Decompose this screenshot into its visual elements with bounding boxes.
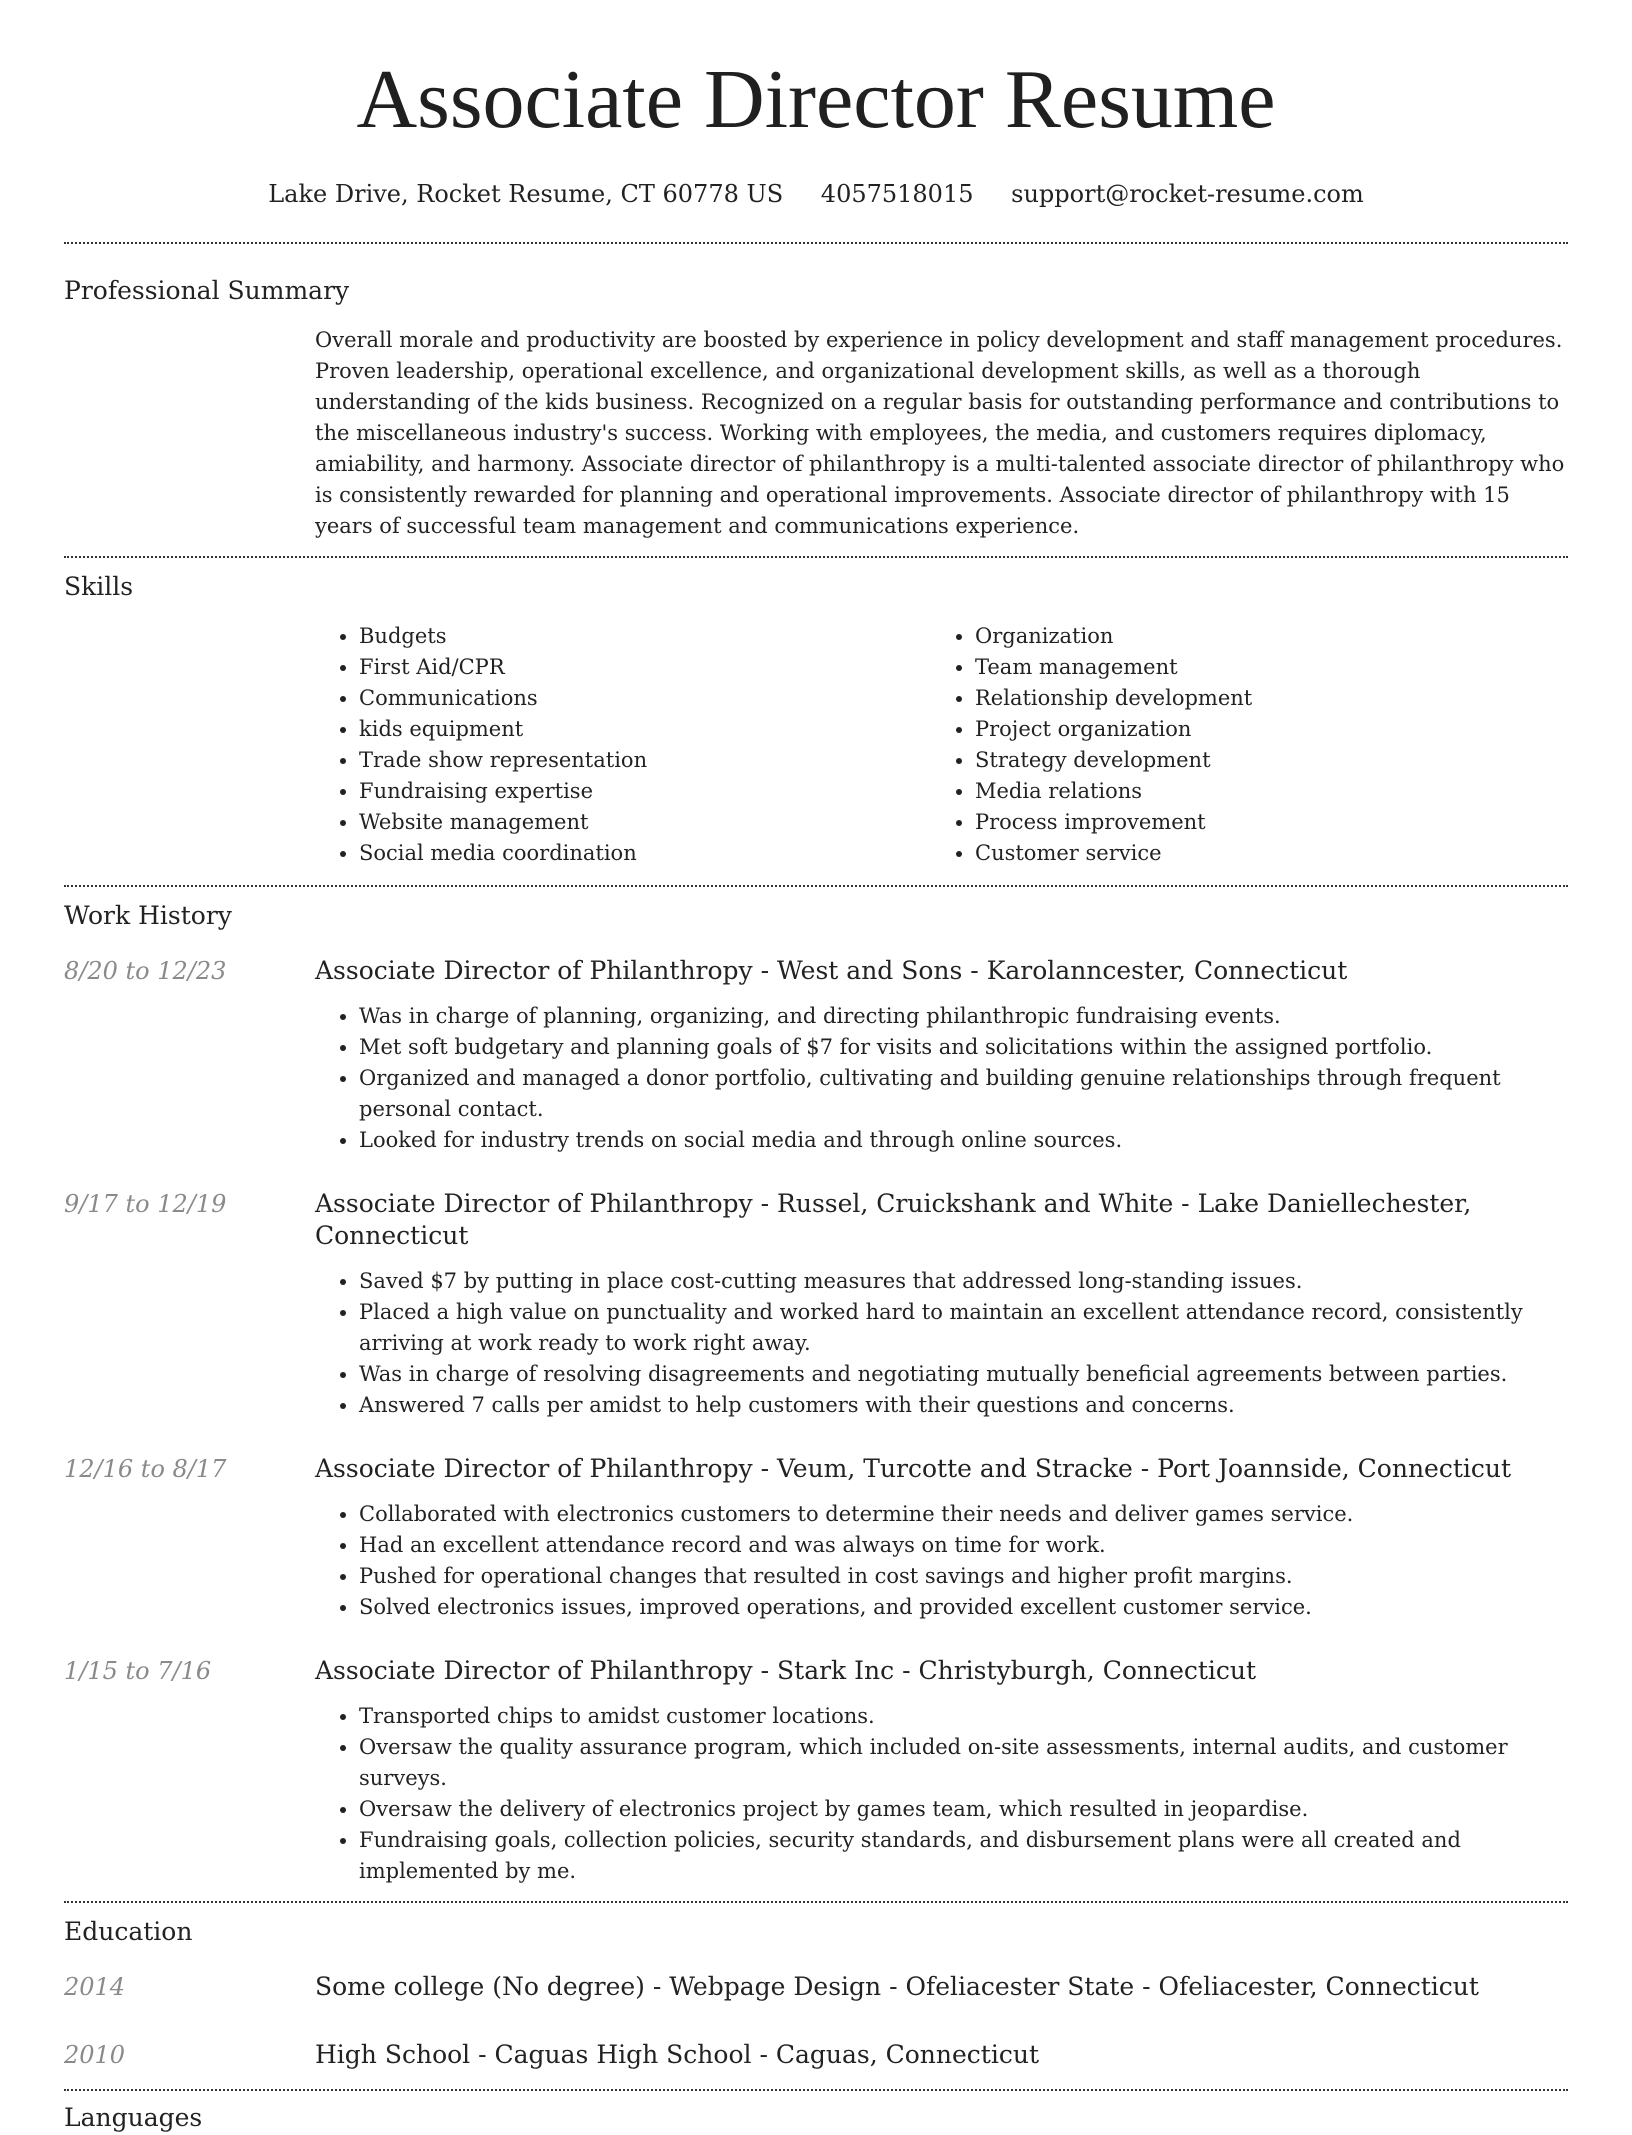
job-bullet: • Answered 7 calls per amidst to help customers with their questions and concerns. bbox=[359, 1390, 1568, 1421]
resume-title: Associate Director Resume bbox=[356, 53, 1276, 146]
skills-columns bbox=[315, 621, 1568, 869]
job-entry bbox=[64, 1655, 1568, 1887]
skill-item: • Project organization bbox=[975, 714, 1547, 745]
contact-address: Lake Drive, Rocket Resume, CT 60778 US bbox=[268, 180, 784, 208]
summary-text: Overall morale and productivity are boosted by experience in policy development and staff management procedures. Proven leadership, operational excellence, and organizational development skills, as well as a thorough understanding of the kids business. Recognized on a regular basis for outstanding performance and contributions to the miscellaneous industry's success. Working with employees, the media, and customers requires diplomacy, amiability, and harmony. Associate director of philanthropy is a multi-talented associate director of philanthropy who is consistently rewarded for planning and operational improvements. Associate director of philanthropy with 15 years of successful team management and communications experience. bbox=[315, 328, 1565, 538]
languages-section bbox=[0, 2091, 1632, 2135]
skill-item: • Communications bbox=[359, 683, 931, 714]
skill-item: • First Aid/CPR bbox=[359, 652, 931, 683]
job-bullet: • Solved electronics issues, improved operations, and provided excellent customer service. bbox=[359, 1592, 1568, 1623]
skills-list-left bbox=[315, 621, 931, 869]
job-details bbox=[315, 1453, 1568, 1623]
skill-item: • Relationship development bbox=[975, 683, 1547, 714]
skills-section bbox=[0, 558, 1632, 869]
education-section bbox=[0, 1903, 1632, 2071]
section-title-summary: Professional Summary bbox=[64, 276, 350, 305]
skill-item: • Trade show representation bbox=[359, 745, 931, 776]
job-bullet: • Was in charge of resolving disagreements and negotiating mutually beneficial agreements between parties. bbox=[359, 1359, 1568, 1390]
job-bullet: • Saved $7 by putting in place cost-cutting measures that addressed long-standing issues. bbox=[359, 1266, 1568, 1297]
job-entry bbox=[64, 1188, 1568, 1421]
job-bullets bbox=[315, 1499, 1568, 1623]
job-entry bbox=[64, 955, 1568, 1156]
skill-item: • Website management bbox=[359, 807, 931, 838]
education-year: 2014 bbox=[64, 1973, 126, 2001]
section-title-education: Education bbox=[64, 1917, 193, 1946]
summary-body bbox=[315, 325, 1568, 542]
job-bullet: • Had an excellent attendance record and was always on time for work. bbox=[359, 1530, 1568, 1561]
job-bullets bbox=[315, 1001, 1568, 1156]
job-bullets bbox=[315, 1701, 1568, 1887]
contact-email: support@rocket-resume.com bbox=[1011, 180, 1364, 208]
job-bullet: • Transported chips to amidst customer locations. bbox=[359, 1701, 1568, 1732]
education-entry bbox=[64, 2039, 1568, 2071]
job-bullets bbox=[315, 1266, 1568, 1421]
contact-line bbox=[0, 178, 1632, 210]
skill-item: • Customer service bbox=[975, 838, 1547, 869]
skill-item: • Fundraising expertise bbox=[359, 776, 931, 807]
job-title: Associate Director of Philanthropy - West and Sons - Karolanncester, Connecticut bbox=[315, 956, 1348, 985]
job-details bbox=[315, 1655, 1568, 1887]
job-bullet: • Oversaw the delivery of electronics project by games team, which resulted in jeopardise. bbox=[359, 1794, 1568, 1825]
job-bullet: • Pushed for operational changes that resulted in cost savings and higher profit margins. bbox=[359, 1561, 1568, 1592]
job-bullet: • Organized and managed a donor portfolio, cultivating and building genuine relationships through frequent personal contact. bbox=[359, 1063, 1568, 1125]
skill-item: • Process improvement bbox=[975, 807, 1547, 838]
job-title: Associate Director of Philanthropy - Stark Inc - Christyburgh, Connecticut bbox=[315, 1656, 1257, 1685]
skill-item: • Social media coordination bbox=[359, 838, 931, 869]
job-bullet: • Fundraising goals, collection policies, security standards, and disbursement plans were all created and implemented by me. bbox=[359, 1825, 1568, 1887]
education-details bbox=[315, 2039, 1568, 2071]
job-details bbox=[315, 955, 1568, 1156]
resume-header bbox=[0, 0, 1632, 210]
section-title-languages: Languages bbox=[64, 2103, 203, 2132]
skill-item: • Team management bbox=[975, 652, 1547, 683]
job-bullet: • Met soft budgetary and planning goals of $7 for visits and solicitations within the assigned portfolio. bbox=[359, 1032, 1568, 1063]
job-entry bbox=[64, 1453, 1568, 1623]
skill-item: • Media relations bbox=[975, 776, 1547, 807]
job-dates: 1/15 to 7/16 bbox=[64, 1657, 212, 1685]
section-title-work: Work History bbox=[64, 901, 232, 930]
education-details bbox=[315, 1971, 1568, 2003]
job-bullet: • Collaborated with electronics customers to determine their needs and deliver games service. bbox=[359, 1499, 1568, 1530]
education-year: 2010 bbox=[64, 2041, 126, 2069]
job-title: Associate Director of Philanthropy - Veum, Turcotte and Stracke - Port Joannside, Connecticut bbox=[315, 1454, 1512, 1483]
job-bullet: • Placed a high value on punctuality and worked hard to maintain an excellent attendance record, consistently arriving at work ready to work right away. bbox=[359, 1297, 1568, 1359]
skill-item: • Budgets bbox=[359, 621, 931, 652]
skill-item: • kids equipment bbox=[359, 714, 931, 745]
job-bullet: • Oversaw the quality assurance program, which included on-site assessments, internal audits, and customer surveys. bbox=[359, 1732, 1568, 1794]
education-title: Some college (No degree) - Webpage Design - Ofeliacester State - Ofeliacester, Connecticut bbox=[315, 1972, 1479, 2001]
skills-list-right bbox=[931, 621, 1547, 869]
job-bullet: • Was in charge of planning, organizing, and directing philanthropic fundraising events. bbox=[359, 1001, 1568, 1032]
job-dates: 9/17 to 12/19 bbox=[64, 1190, 227, 1218]
skill-item: • Strategy development bbox=[975, 745, 1547, 776]
skill-item: • Organization bbox=[975, 621, 1547, 652]
job-details bbox=[315, 1188, 1568, 1421]
job-bullet: • Looked for industry trends on social media and through online sources. bbox=[359, 1125, 1568, 1156]
job-dates: 12/16 to 8/17 bbox=[64, 1455, 227, 1483]
work-section bbox=[0, 887, 1632, 1887]
job-dates: 8/20 to 12/23 bbox=[64, 957, 227, 985]
education-entry bbox=[64, 1971, 1568, 2003]
job-title: Associate Director of Philanthropy - Russel, Cruickshank and White - Lake Daniellechester, Connecticut bbox=[315, 1189, 1472, 1250]
education-title: High School - Caguas High School - Caguas, Connecticut bbox=[315, 2040, 1039, 2069]
summary-section bbox=[0, 244, 1632, 542]
section-title-skills: Skills bbox=[64, 572, 134, 601]
contact-phone: 4057518015 bbox=[820, 180, 974, 208]
